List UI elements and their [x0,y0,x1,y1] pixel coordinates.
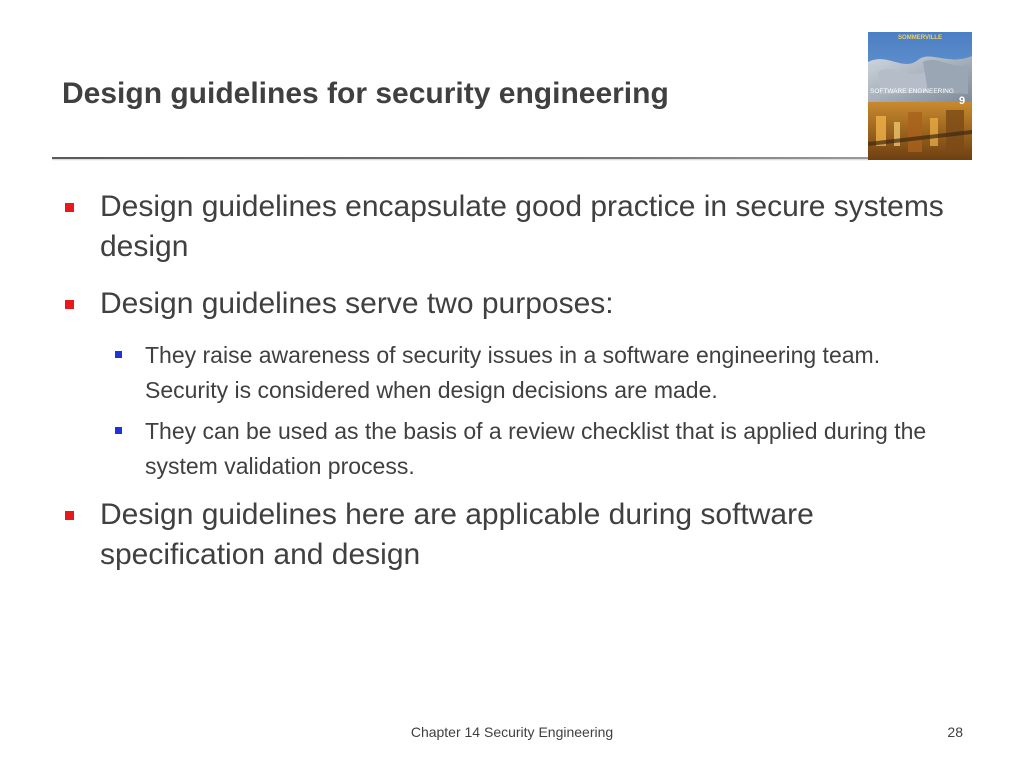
red-square-bullet-icon [65,511,74,520]
cover-edition: 9 [959,95,966,107]
bullet-list [62,187,962,575]
bullet-text: Design guidelines serve two purposes: [100,287,614,320]
blue-square-bullet-icon [115,351,122,358]
title-divider-shadow [52,159,870,161]
bullet-text: Design guidelines here are applicable during software specification and design [100,498,814,571]
cover-author: SOMMERVILLE [898,35,942,41]
slide-footer: Chapter 14 Security Engineering [410,724,614,740]
bullet-item [62,495,962,575]
bullet-item [62,187,962,267]
slide-title: Design guidelines for security engineering [62,77,669,110]
sub-bullet-item [62,338,962,407]
red-square-bullet-icon [65,300,74,309]
sub-bullet-text: They can be used as the basis of a review checklist that is applied during the system validation process. [145,418,927,479]
sub-bullet-item [62,414,962,483]
page-number: 28 [947,724,963,740]
bullet-item [62,284,962,324]
red-square-bullet-icon [65,203,74,212]
cover-book-title: SOFTWARE ENGINEERING [870,88,954,95]
blue-square-bullet-icon [115,427,122,434]
bullet-text: Design guidelines encapsulate good practice in secure systems design [100,190,944,263]
book-cover-image [868,32,972,160]
sub-bullet-text: They raise awareness of security issues in a software engineering team. Security is considered when design decisions are made. [145,342,881,403]
